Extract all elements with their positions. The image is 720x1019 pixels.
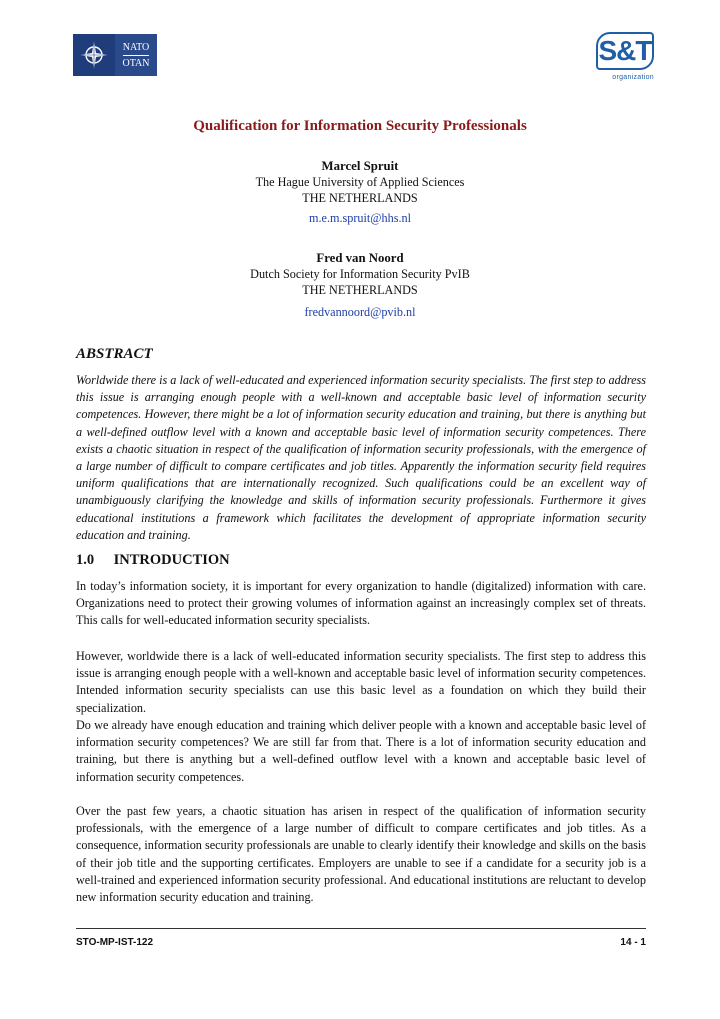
nato-text bbox=[115, 34, 157, 76]
author-block-2 bbox=[0, 250, 720, 298]
author-affiliation: Dutch Society for Information Security PvIB bbox=[250, 267, 470, 281]
abstract-heading: ABSTRACT bbox=[76, 346, 153, 362]
author-name: Marcel Spruit bbox=[321, 159, 399, 173]
section-heading bbox=[76, 552, 230, 569]
body-paragraph: However, worldwide there is a lack of well-educated information security specialists. The first step to address this issue is arranging enough people with a well-known and acceptable basic level of information security competences. Intended information security specialists can use this basic level as a foundation on which they build their specialization. bbox=[76, 649, 646, 715]
author-affiliation: The Hague University of Applied Sciences bbox=[255, 175, 465, 189]
st-organization-label: organization bbox=[612, 74, 654, 81]
abstract-text: Worldwide there is a lack of well-educated and experienced information security specialists. The first step to address this issue is arranging enough people with a well-known and acceptable basic level of information security competences. However, there might be a lot of information security education and training, but there is anything but a well-defined outflow level with a known and acceptable basic level of information security competences. There exists a chaotic situation in respect of the qualification of information security professionals, with the emergence of a large number of difficult to compare certificates and job titles. Apparently the information security field requires uniform qualifications that are internationally recognized. Such qualifications could be an excellent way of unambiguously clarifying the knowledge and skills of information security professionals. Furthermore it gives educational institutions a framework which facilitates the development of appropriate information security education and training. bbox=[76, 373, 646, 542]
paper-title: Qualification for Information Security Professionals bbox=[193, 118, 527, 134]
otan-word: OTAN bbox=[122, 57, 150, 69]
author-email-link[interactable]: m.e.m.spruit@hhs.nl bbox=[309, 211, 411, 225]
section-number: 1.0 bbox=[76, 552, 95, 568]
body-paragraph: Do we already have enough education and training which deliver people with a known and acceptable basic level of information security competences? We are still far from that. There is a lot of information security education and training, but there is anything but a well-defined outflow level with a known and acceptable basic level of information security competences. bbox=[76, 718, 646, 784]
author-email-block-2 bbox=[0, 304, 720, 320]
author-country: THE NETHERLANDS bbox=[302, 191, 418, 205]
body-paragraph: Over the past few years, a chaotic situation has arisen in respect of the qualification of information security professionals, with the emergence of a large number of difficult to compare certificates and job titles. As a consequence, information security professionals are unable to clearly identify their knowledge and skills on the basis of their job title and the supporting certificates. Employers are unable to see if a candidate for a security job is a well-trained and experienced information security professional. And educational institutions are reluctant to develop new information security education and training. bbox=[76, 804, 646, 905]
nato-word: NATO bbox=[122, 41, 150, 53]
author-block-1 bbox=[0, 158, 720, 206]
nato-compass-icon bbox=[73, 34, 115, 76]
footer-document-code: STO-MP-IST-122 bbox=[76, 937, 154, 948]
footer-divider bbox=[76, 928, 646, 929]
author-email-link[interactable]: fredvannoord@pvib.nl bbox=[304, 305, 416, 319]
section-title: INTRODUCTION bbox=[113, 552, 230, 568]
sto-logo bbox=[596, 32, 654, 82]
author-email-block-1 bbox=[0, 210, 720, 226]
body-paragraph: In today’s information society, it is important for every organization to handle (digitalized) information with care. Organizations need to protect their growing volumes of information against an increasingly complex set of threats. This calls for well-educated information security specialists. bbox=[76, 579, 646, 628]
author-country: THE NETHERLANDS bbox=[302, 283, 418, 297]
footer-page-number: 14 - 1 bbox=[620, 937, 646, 948]
author-name: Fred van Noord bbox=[316, 251, 404, 265]
page-header bbox=[0, 0, 720, 90]
st-mark: S&T bbox=[596, 32, 654, 70]
nato-otan-logo bbox=[73, 34, 157, 76]
